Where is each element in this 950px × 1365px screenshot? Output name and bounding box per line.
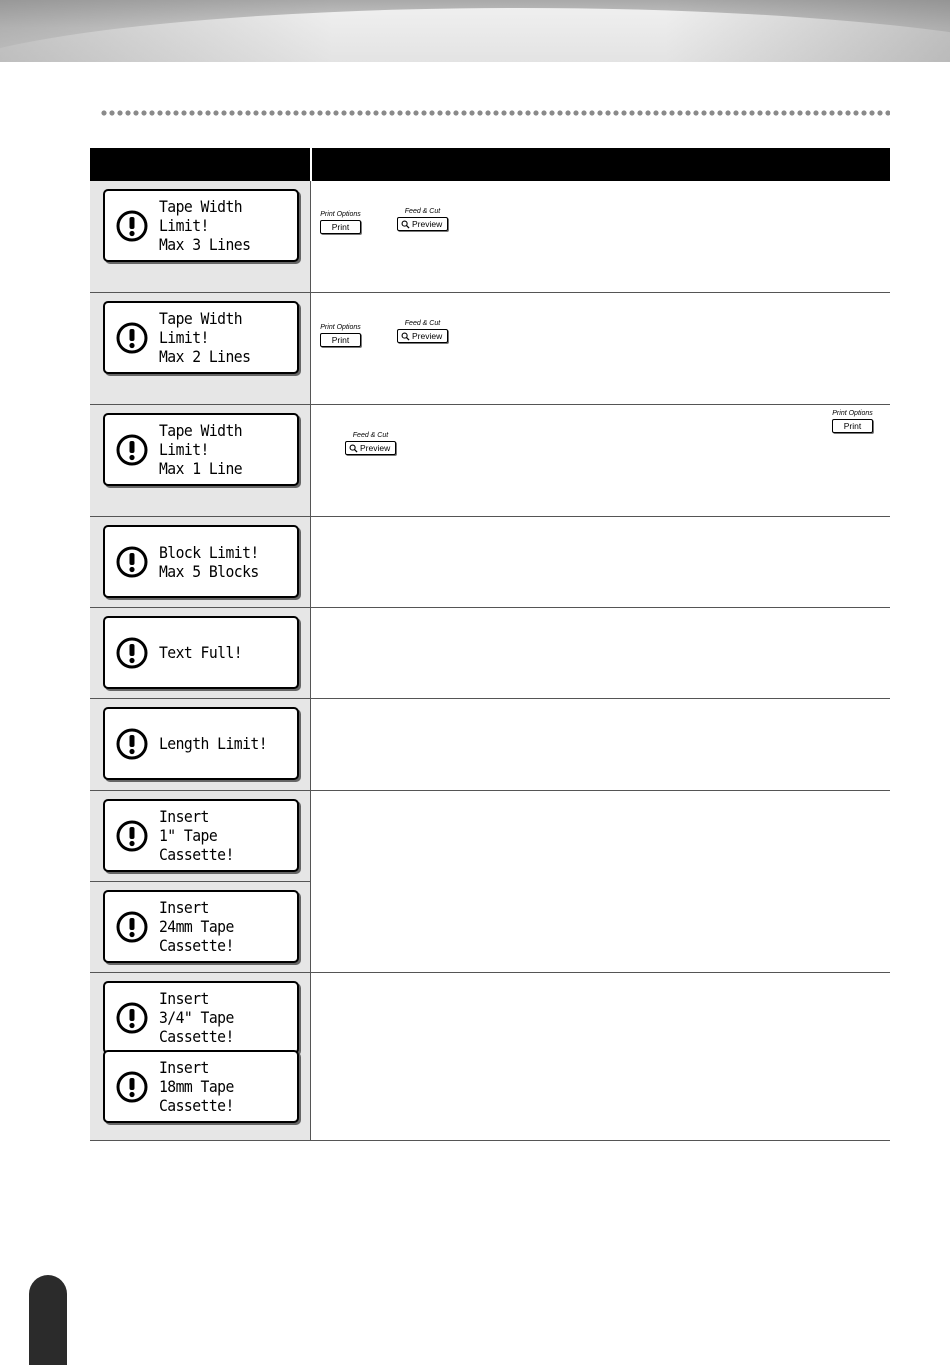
print-key-caption: Print Options [320,324,361,331]
lcd-message: Block Limit! Max 5 Blocks [159,542,259,581]
message-cell [90,608,311,698]
message-cell [90,405,311,516]
lcd-message: Tape Width Limit! Max 1 Line [159,421,243,478]
table-row [90,973,890,1141]
lcd-slot [90,405,310,486]
exclamation-circle-icon [116,1071,148,1103]
print-key [320,210,361,234]
preview-key [345,431,396,455]
exclamation-circle-icon [116,728,148,760]
lcd-display [103,981,299,1054]
preview-key [397,319,448,343]
print-key-caption: Print Options [832,410,873,417]
lcd-message: Length Limit! [159,734,268,753]
table-header [90,148,890,181]
lcd-message: Text Full! [159,643,243,662]
exclamation-circle-icon [116,820,148,852]
print-key-button: Print [832,419,873,433]
magnifier-icon [349,444,358,453]
magnifier-icon [401,332,410,341]
cause-cell [311,608,890,698]
lcd-display [103,616,299,689]
cause-cell [311,293,890,404]
print-key [832,409,873,433]
lcd-slot [90,608,310,689]
preview-key-button [397,329,448,343]
exclamation-circle-icon [116,434,148,466]
preview-key-label: Preview [412,331,443,341]
cause-cell [311,973,890,1140]
header-message [90,148,312,181]
message-cell [90,699,311,790]
lcd-display [103,890,299,963]
preview-key-button [345,441,396,455]
banner-shade [0,0,950,62]
lcd-slot [90,181,310,262]
lcd-slot [90,791,310,881]
lcd-slot [90,517,310,598]
lcd-message: Insert 3/4" Tape Cassette! [159,989,234,1046]
lcd-message: Insert 18mm Tape Cassette! [159,1058,234,1115]
exclamation-circle-icon [116,210,148,242]
exclamation-circle-icon [116,911,148,943]
page-tab [29,1275,67,1365]
message-cell [90,517,311,607]
top-banner [0,0,950,62]
lcd-display [103,301,299,374]
exclamation-circle-icon [116,1002,148,1034]
lcd-display [103,707,299,780]
lcd-display [103,189,299,262]
preview-key-label: Preview [412,219,443,229]
cause-cell [311,181,890,292]
print-key-button: Print [320,333,361,347]
lcd-display [103,525,299,598]
preview-key-caption: Feed & Cut [404,320,441,327]
table-row [90,517,890,608]
preview-key [397,207,448,231]
lcd-message: Insert 24mm Tape Cassette! [159,898,234,955]
table-row [90,293,890,405]
lcd-slot [90,881,310,972]
print-key [320,323,361,347]
cause-cell [311,699,890,790]
lcd-slot [90,699,310,780]
print-key-caption: Print Options [320,211,361,218]
lcd-slot [90,293,310,374]
lcd-slot [90,973,310,1050]
lcd-display [103,799,299,872]
dotted-rule [100,109,890,117]
lcd-message: Tape Width Limit! Max 2 Lines [159,309,251,366]
cause-cell [311,517,890,607]
error-message-table [90,148,890,1141]
preview-key-button [397,217,448,231]
table-row [90,181,890,293]
header-cause [312,148,890,181]
lcd-slot [90,1050,310,1140]
lcd-display [103,413,299,486]
message-cell [90,973,311,1140]
preview-key-caption: Feed & Cut [404,208,441,215]
cause-cell [311,405,890,516]
print-key-button: Print [320,220,361,234]
lcd-message: Insert 1" Tape Cassette! [159,807,234,864]
table-row [90,405,890,517]
exclamation-circle-icon [116,637,148,669]
message-cell [90,181,311,292]
lcd-message: Tape Width Limit! Max 3 Lines [159,197,251,254]
preview-key-caption: Feed & Cut [352,432,389,439]
cause-cell [311,791,890,972]
lcd-display [103,1050,299,1123]
message-cell [90,293,311,404]
message-cell [90,791,311,972]
table-row [90,608,890,699]
table-row [90,791,890,973]
exclamation-circle-icon [116,322,148,354]
preview-key-label: Preview [360,443,391,453]
exclamation-circle-icon [116,546,148,578]
table-row [90,699,890,791]
magnifier-icon [401,220,410,229]
